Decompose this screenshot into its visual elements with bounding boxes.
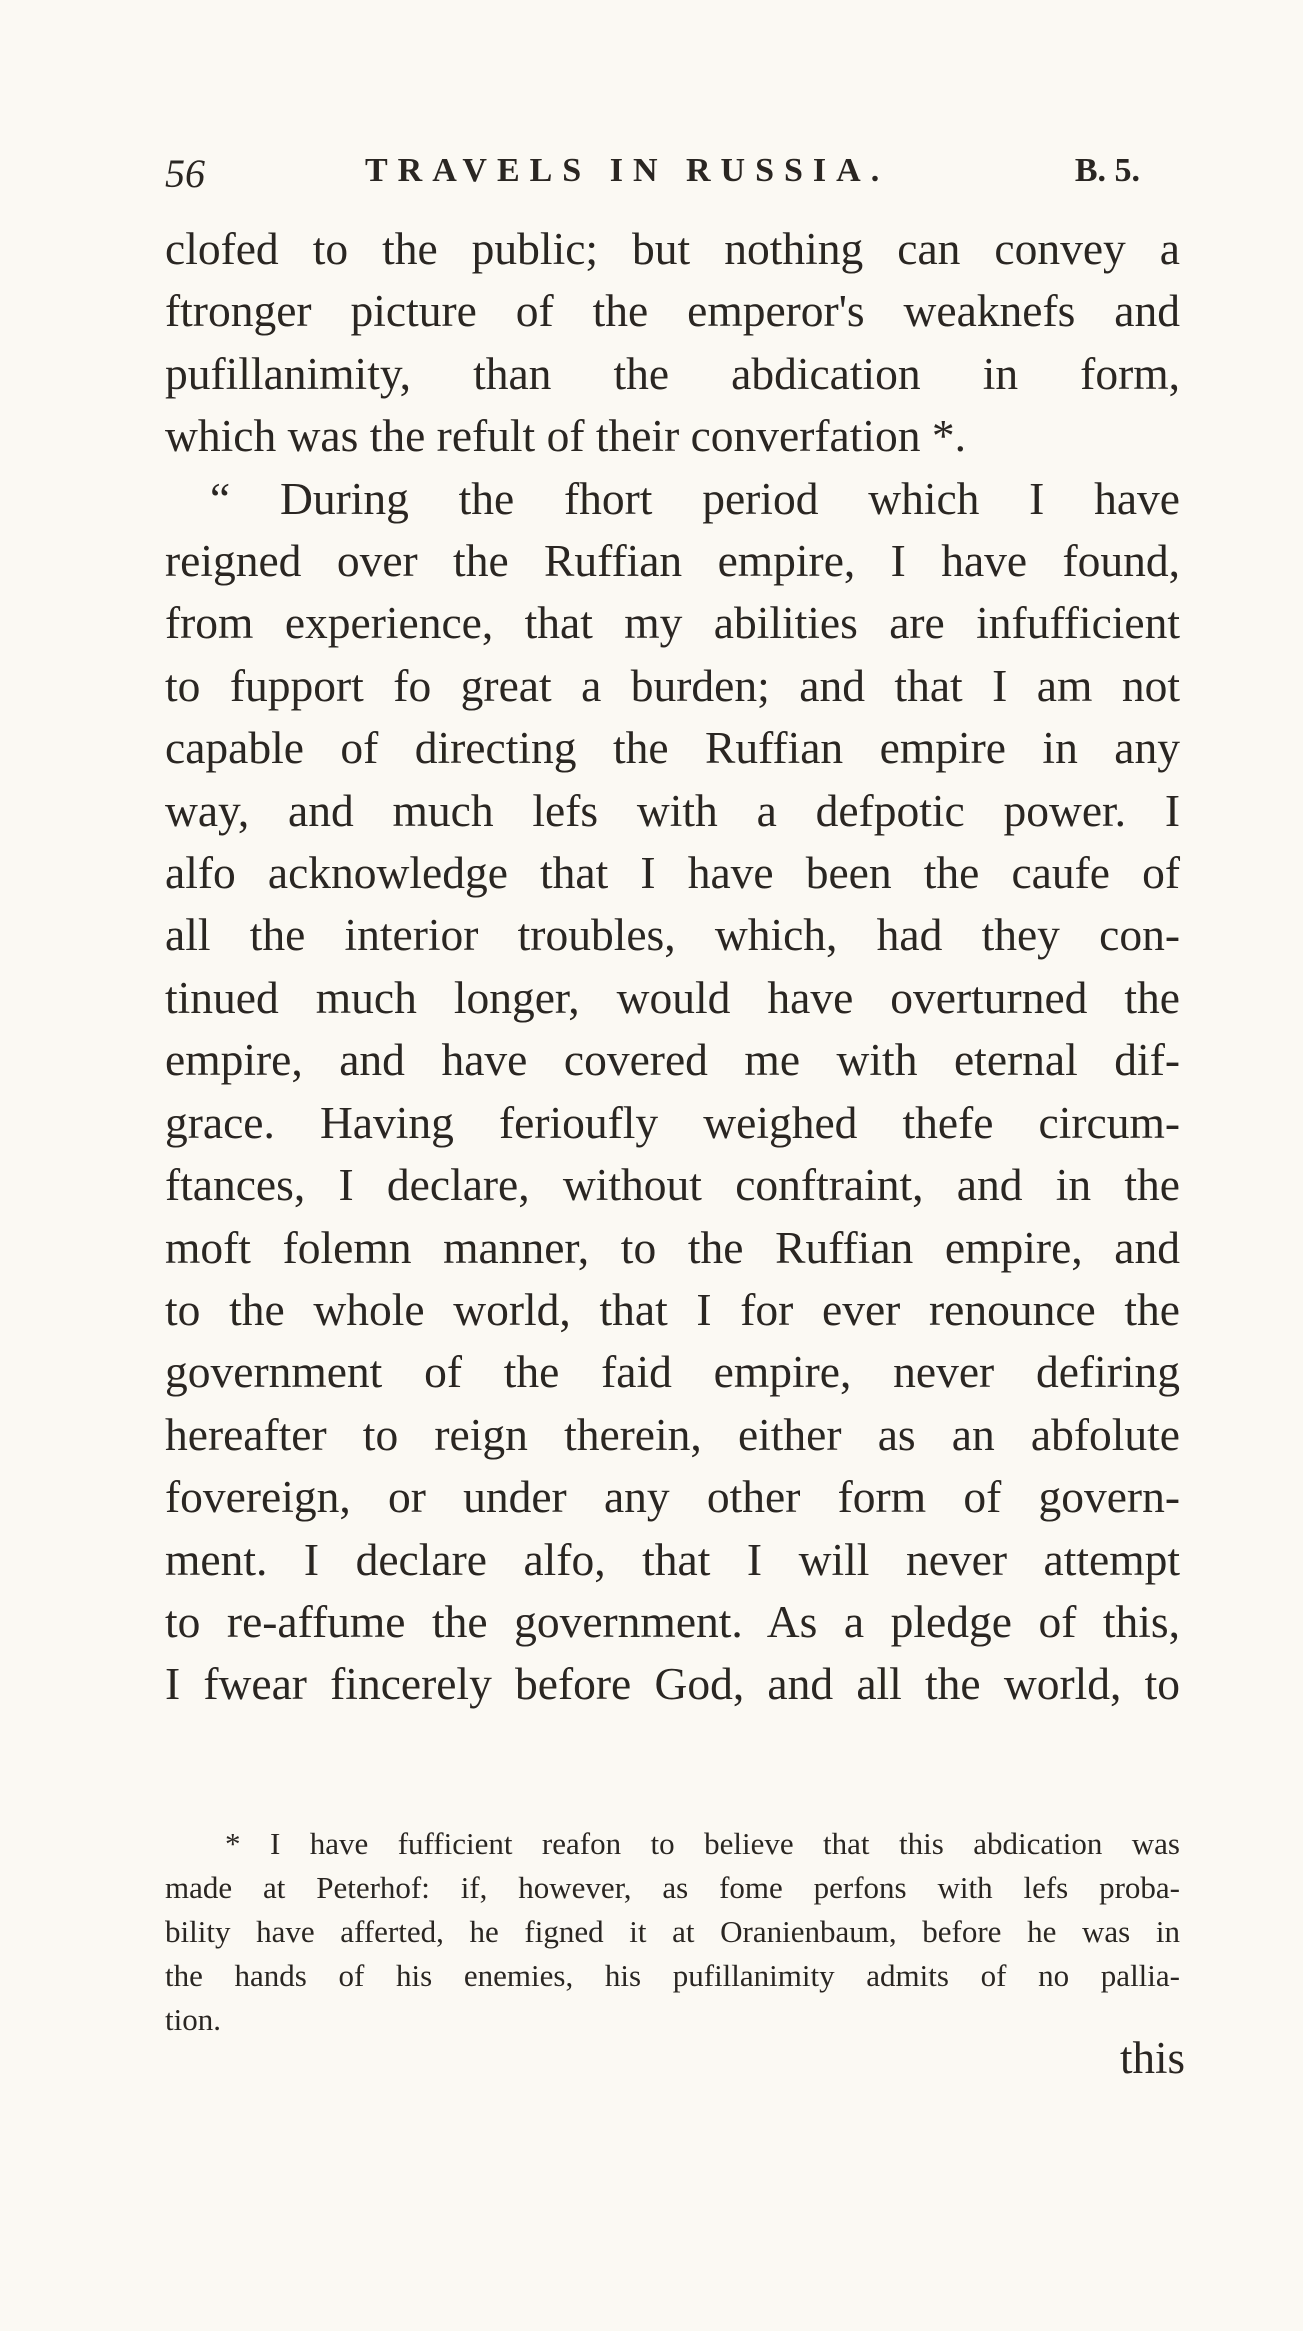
body-line: which was the refult of their converfation *. (165, 410, 967, 462)
footnote-line: tion. (165, 2002, 221, 2037)
body-text (165, 218, 1180, 1716)
body-line: ftronger picture of the emperor's weaknefs and (165, 285, 1180, 337)
body-line: reigned over the Ruffian empire, I have found, (165, 535, 1180, 587)
body-line: hereafter to reign therein, either as an abfolute (165, 1408, 1180, 1460)
body-line: tinued much longer, would have overturned the (165, 971, 1180, 1023)
body-line: from experience, that my abilities are infufficient (165, 597, 1180, 649)
body-line: fovereign, or under any other form of govern- (165, 1471, 1180, 1523)
body-line: pufillanimity, than the abdication in form, (165, 347, 1180, 399)
body-line: grace. Having ferioufly weighed thefe circum- (165, 1096, 1180, 1148)
page-header (165, 150, 1140, 210)
body-line: moft folemn manner, to the Ruffian empire, and (165, 1221, 1180, 1273)
body-line: alfo acknowledge that I have been the caufe of (165, 847, 1180, 899)
body-line: ftances, I declare, without conftraint, and in the (165, 1159, 1180, 1211)
body-line: way, and much lefs with a defpotic power. I (165, 784, 1180, 836)
body-line: I fwear fincerely before God, and all the world, to (165, 1658, 1180, 1710)
footnote-line: * I have fufficient reafon to believe that this abdication was (225, 1826, 1180, 1861)
footnote-line: made at Peterhof: if, however, as fome perfons with lefs proba- (165, 1870, 1180, 1905)
catchword: this (1119, 2033, 1185, 2083)
body-line: to fupport fo great a burden; and that I am not (165, 659, 1180, 711)
body-line: to the whole world, that I for ever renounce the (165, 1283, 1180, 1335)
body-line: all the interior troubles, which, had they con- (165, 909, 1180, 961)
page-number: 56 (165, 151, 205, 196)
body-line: clofed to the public; but nothing can convey a (165, 223, 1180, 274)
footnote (165, 1822, 1180, 2042)
running-title: TRAVELS IN RUSSIA. (365, 152, 890, 189)
footnote-line: the hands of his enemies, his pufillanimity admits of no pallia- (165, 1958, 1180, 1993)
body-line: ment. I declare alfo, that I will never attempt (165, 1533, 1180, 1585)
body-line: capable of directing the Ruffian empire in any (165, 722, 1180, 774)
book-reference: B. 5. (1074, 152, 1140, 189)
body-line: government of the faid empire, never defiring (165, 1346, 1180, 1398)
body-line: “ During the fhort period which I have (210, 472, 1180, 524)
body-line: empire, and have covered me with eternal dif- (165, 1034, 1180, 1086)
footnote-line: bility have afferted, he figned it at Oranienbaum, before he was in (165, 1914, 1180, 1949)
body-line: to re-affume the government. As a pledge of this, (165, 1595, 1180, 1647)
